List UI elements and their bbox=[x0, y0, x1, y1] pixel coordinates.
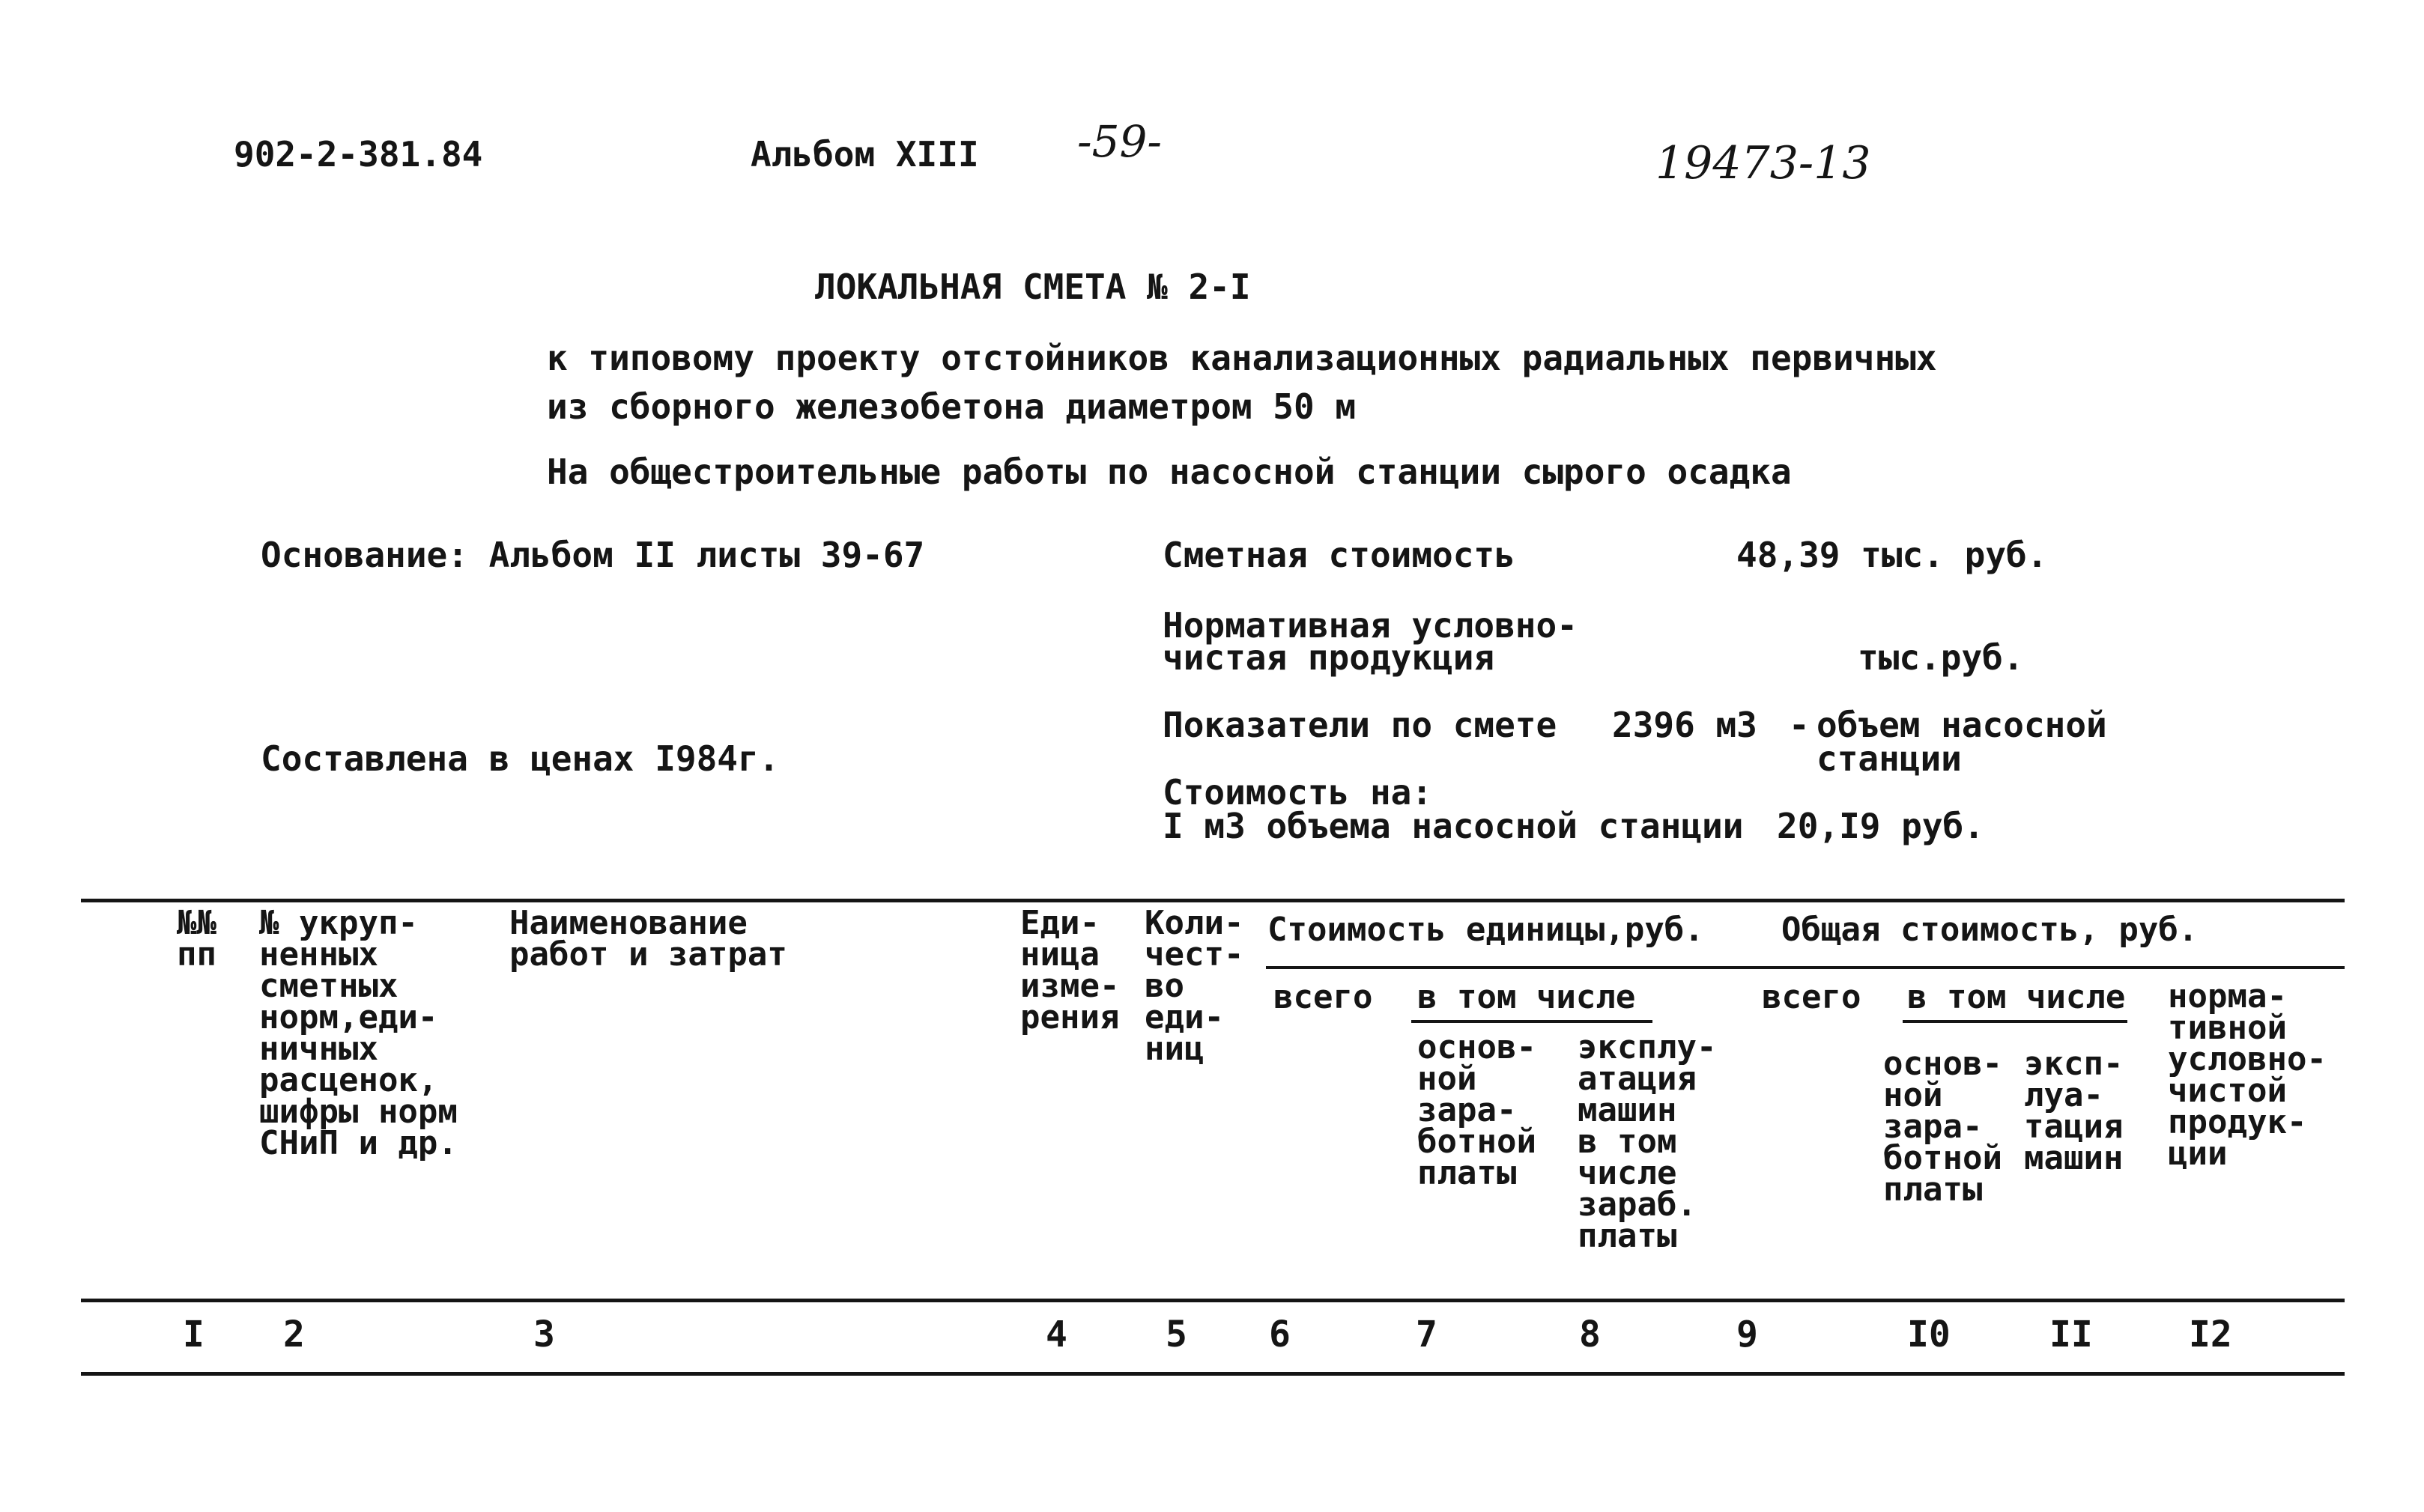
col-11-header: эксп- луа- тация машин bbox=[2024, 1045, 2124, 1177]
unit-incl-header: в том числе bbox=[1417, 978, 1636, 1016]
col-12-header: норма- тивной условно- чистой продук- ции bbox=[2168, 977, 2327, 1173]
header-bottom-rule bbox=[81, 1299, 2345, 1302]
col-6-header: всего bbox=[1273, 978, 1373, 1016]
col-2-header: № укруп- ненных сметных норм,еди- ничных расценок, шифры норм СНиП и др. bbox=[259, 904, 458, 1162]
indicators-desc-1: объем насосной bbox=[1817, 705, 2107, 745]
indicators-dash: - bbox=[1789, 705, 1810, 745]
cost-per-value: 20,I9 руб. bbox=[1777, 806, 1984, 846]
col-3-header: Наименование работ и затрат bbox=[509, 904, 787, 974]
indicators-label: Показатели по смете bbox=[1163, 705, 1557, 745]
page-number: -59- bbox=[1077, 116, 1162, 167]
subtitle-line-3: На общестроительные работы по насосной станции сырого осадка bbox=[547, 452, 1792, 492]
col-5-header: Коли- чест- во еди- ниц bbox=[1145, 904, 1244, 1068]
cost-group-rule bbox=[1266, 966, 2345, 969]
col-9-header: всего bbox=[1762, 978, 1861, 1016]
column-number-1: I bbox=[183, 1314, 204, 1355]
normative-label-2: чистая продукция bbox=[1163, 637, 1495, 678]
document-code: 902-2-381.84 bbox=[234, 134, 483, 174]
col-4-header: Еди- ница изме- рения bbox=[1020, 904, 1120, 1036]
column-number-11: II bbox=[2049, 1314, 2093, 1355]
subtitle-line-2: из сборного железобетона диаметром 50 м bbox=[547, 386, 1357, 427]
col-1-header: №№ пп bbox=[177, 904, 216, 974]
estimate-title: ЛОКАЛЬНАЯ СМЕТА № 2-I bbox=[815, 267, 1251, 307]
estimated-cost-value: 48,39 тыс. руб. bbox=[1736, 535, 2048, 575]
column-number-6: 6 bbox=[1269, 1314, 1291, 1355]
column-number-4: 4 bbox=[1046, 1314, 1067, 1355]
col-10-header: основ- ной зара- ботной платы bbox=[1883, 1045, 2002, 1209]
basis-text: Основание: Альбом II листы 39-67 bbox=[261, 535, 925, 575]
column-number-3: 3 bbox=[533, 1314, 555, 1355]
indicators-value: 2396 м3 bbox=[1612, 705, 1757, 745]
column-number-12: I2 bbox=[2189, 1314, 2232, 1355]
unit-cost-group-header: Стоимость единицы,руб. bbox=[1267, 911, 1704, 949]
estimated-cost-label: Сметная стоимость bbox=[1163, 535, 1515, 575]
total-cost-group-header: Общая стоимость, руб. bbox=[1781, 911, 2199, 949]
indicators-desc-2: станции bbox=[1817, 738, 1962, 779]
column-number-5: 5 bbox=[1166, 1314, 1187, 1355]
column-number-2: 2 bbox=[283, 1314, 305, 1355]
total-incl-header: в том числе bbox=[1907, 978, 2126, 1016]
normative-value: тыс.руб. bbox=[1858, 637, 2024, 678]
column-number-10: I0 bbox=[1907, 1314, 1951, 1355]
total-incl-underline bbox=[1903, 1020, 2127, 1023]
col-8-header: эксплу- атация машин в том числе зараб. платы bbox=[1578, 1028, 1717, 1255]
subtitle-line-1: к типовому проекту отстойников канализационных радиальных первичных bbox=[547, 338, 1937, 378]
cost-per-item: I м3 объема насосной станции bbox=[1163, 806, 1744, 846]
album-number: Альбом XIII bbox=[751, 134, 979, 174]
inventory-number: 19473-13 bbox=[1655, 137, 1871, 189]
column-number-7: 7 bbox=[1416, 1314, 1437, 1355]
table-bottom-rule bbox=[81, 1372, 2345, 1376]
column-number-8: 8 bbox=[1579, 1314, 1601, 1355]
table-top-rule bbox=[81, 899, 2345, 902]
column-number-9: 9 bbox=[1736, 1314, 1758, 1355]
col-7-header: основ- ной зара- ботной платы bbox=[1417, 1028, 1536, 1192]
cost-per-label: Стоимость на: bbox=[1163, 772, 1433, 813]
unit-incl-underline bbox=[1411, 1020, 1652, 1023]
compiled-text: Составлена в ценах I984г. bbox=[261, 738, 780, 779]
normative-label-1: Нормативная условно- bbox=[1163, 605, 1578, 646]
